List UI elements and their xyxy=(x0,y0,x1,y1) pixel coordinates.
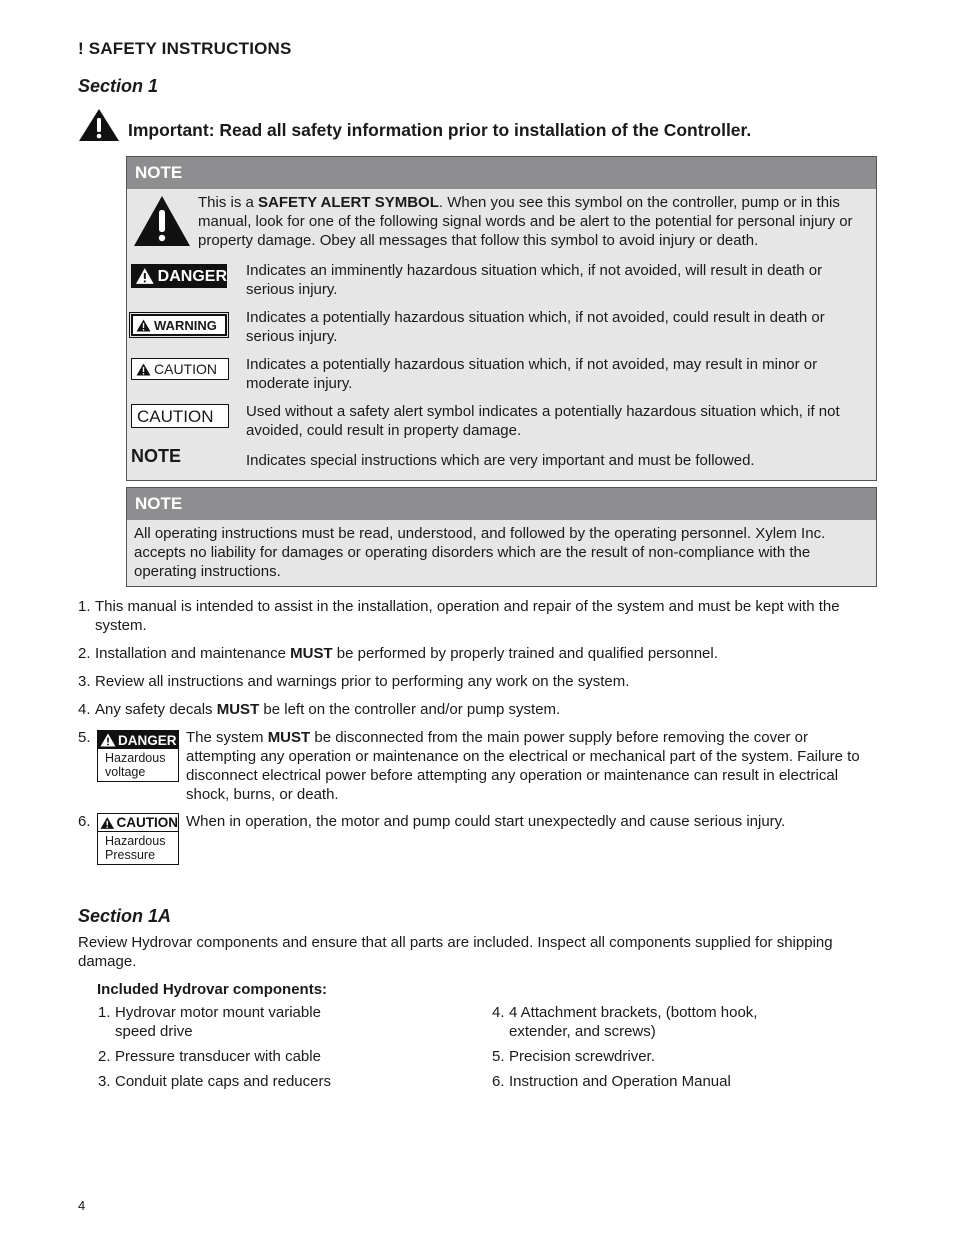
signal-row-caution xyxy=(131,355,874,395)
item-number: 5. xyxy=(78,729,91,746)
page-number: 4 xyxy=(78,1198,86,1213)
components-heading: Included Hydrovar components: xyxy=(97,981,328,998)
text-part: Review all instructions and warnings prior to performing any work on the system. xyxy=(95,673,630,690)
list-item xyxy=(492,1072,872,1092)
danger-badge xyxy=(131,264,227,288)
list-item xyxy=(98,1072,458,1092)
list-item xyxy=(78,672,878,692)
text-line: Conduit plate caps and reducers xyxy=(115,1073,331,1090)
warning-triangle-icon xyxy=(100,733,116,747)
note-header: NOTE xyxy=(127,157,876,189)
text-line: Precision screwdriver. xyxy=(509,1048,655,1065)
item-text xyxy=(115,1047,321,1066)
decal-text: Hazardous xyxy=(105,751,166,765)
item-number: 3. xyxy=(98,1073,111,1090)
page-title: ! SAFETY INSTRUCTIONS xyxy=(78,39,292,58)
item-text xyxy=(509,1047,655,1066)
item-number: 4. xyxy=(492,1004,505,1021)
danger-label: DANGER xyxy=(157,267,227,285)
text-line: Pressure transducer with cable xyxy=(115,1048,321,1065)
caution-badge xyxy=(131,358,229,380)
section-1a-heading: Section 1A xyxy=(78,906,172,926)
note-header: NOTE xyxy=(127,488,876,520)
item-text xyxy=(95,700,877,719)
text-part: The system xyxy=(186,729,268,746)
operating-instructions-note-box xyxy=(126,487,877,587)
caution-hazardous-pressure-decal xyxy=(97,813,179,865)
signal-row-caution-plain xyxy=(131,402,874,442)
note-body xyxy=(127,189,876,480)
item-text xyxy=(95,672,877,691)
intro-prefix: This is a xyxy=(198,194,259,211)
item-text xyxy=(186,812,878,831)
section-1a-intro: Review Hydrovar components and ensure that all parts are included. Inspect all components supplied for shipping damage. xyxy=(78,934,833,970)
item-text xyxy=(95,597,877,635)
decal-text: Hazardous xyxy=(105,834,166,848)
caution-plain-badge: CAUTION xyxy=(131,404,229,428)
list-item xyxy=(78,700,878,720)
caution-plain-description: Used without a safety alert symbol indicates a potentially hazardous situation which, if not avoided, could result in property damage. xyxy=(246,403,840,439)
item-text xyxy=(509,1003,757,1041)
item-number: 6. xyxy=(78,813,91,830)
signal-row-note xyxy=(131,446,874,473)
warning-description: Indicates a potentially hazardous situation which, if not avoided, could result in death or serious injury. xyxy=(246,309,825,345)
important-text: Important: Read all safety information prior to installation of the Controller. xyxy=(128,120,752,140)
text-part: Any safety decals xyxy=(95,701,217,718)
text-line: Instruction and Operation Manual xyxy=(509,1073,731,1090)
warning-triangle-icon xyxy=(100,816,115,830)
list-item xyxy=(98,1003,458,1043)
item-text xyxy=(509,1072,731,1091)
text-line: 4 Attachment brackets, (bottom hook, xyxy=(509,1004,758,1021)
important-notice xyxy=(78,108,751,142)
list-item xyxy=(492,1003,872,1043)
decal-header xyxy=(98,814,178,832)
text-bold: MUST xyxy=(290,645,333,662)
item-text xyxy=(95,644,877,663)
warning-triangle-icon xyxy=(78,108,120,142)
text-bold: MUST xyxy=(267,729,311,746)
warning-triangle-icon xyxy=(136,319,151,332)
section-1-heading: Section 1 xyxy=(78,76,159,96)
note-description: Indicates special instructions which are very important and must be followed. xyxy=(246,452,755,469)
safety-alert-intro xyxy=(198,193,870,250)
decal-body xyxy=(98,832,178,866)
list-item xyxy=(78,597,878,637)
item-text xyxy=(115,1072,331,1091)
text-part: Installation and maintenance xyxy=(95,645,291,662)
item-number: 2. xyxy=(98,1048,111,1065)
text-part: When in operation, the motor and pump could start unexpectedly and cause serious injury. xyxy=(186,813,786,830)
decal-header xyxy=(98,731,178,749)
decal-label: CAUTION xyxy=(116,815,178,830)
list-item xyxy=(492,1047,872,1067)
item-number: 6. xyxy=(492,1073,505,1090)
danger-hazardous-voltage-decal xyxy=(97,730,179,782)
item-number: 3. xyxy=(78,673,91,690)
text-bold: MUST xyxy=(216,701,260,718)
list-item xyxy=(98,1047,458,1067)
caution-label: CAUTION xyxy=(154,360,217,377)
safety-alert-symbol-icon xyxy=(133,195,191,247)
danger-description: Indicates an imminently hazardous situation which, if not avoided, will result in death or serious injury. xyxy=(246,262,823,298)
text-line: speed drive xyxy=(115,1023,193,1040)
text-part: be performed by properly trained and qualified personnel. xyxy=(332,645,718,662)
list-item xyxy=(78,644,878,664)
item-number: 5. xyxy=(492,1048,505,1065)
item-number: 2. xyxy=(78,645,91,662)
item-text xyxy=(115,1003,321,1041)
item-number: 1. xyxy=(98,1004,111,1021)
warning-badge xyxy=(131,314,227,336)
decal-label: DANGER xyxy=(118,732,177,748)
safety-alert-note-box xyxy=(126,156,877,481)
item-number: 4. xyxy=(78,701,91,718)
intro-suffix: . When you see this symbol on the controller, pump or in this manual, look for one of the following signal words and be alert to the potential for personal injury or property damage. Obey all messages that follow this symbol to avoid injury or death. xyxy=(198,194,853,249)
signal-row-warning xyxy=(131,308,874,348)
note-text: All operating instructions must be read, understood, and followed by the operating personnel. Xylem Inc. accepts no liability for damages or operating disorders which are the result of non-compliance with the operating instructions. xyxy=(134,525,826,580)
text-line: Hydrovar motor mount variable xyxy=(115,1004,321,1021)
decal-text: voltage xyxy=(105,765,146,779)
intro-bold: SAFETY ALERT SYMBOL xyxy=(258,194,439,211)
warning-triangle-icon xyxy=(136,363,151,376)
note-label: NOTE xyxy=(131,446,182,466)
text-part: be left on the controller and/or pump system. xyxy=(259,701,561,718)
warning-label: WARNING xyxy=(154,317,217,333)
warning-triangle-icon xyxy=(135,267,155,285)
text-part: be disconnected from the main power supply before removing the cover or attempting any operation or maintenance on the electrical or mechanical part of the system. Failure to disconnect electrical power before attempting any operation or maintenance can result in electrical shock, burns, or death. xyxy=(186,729,860,803)
text-part: This manual is intended to assist in the installation, operation and repair of the system and must be kept with the system. xyxy=(95,598,840,634)
signal-row-danger xyxy=(131,261,874,301)
decal-text: Pressure xyxy=(105,848,156,862)
text-line: extender, and screws) xyxy=(509,1023,656,1040)
decal-body xyxy=(98,749,178,783)
caution-description: Indicates a potentially hazardous situation which, if not avoided, may result in minor or moderate injury. xyxy=(246,356,818,392)
item-text xyxy=(186,728,878,804)
item-number: 1. xyxy=(78,598,91,615)
